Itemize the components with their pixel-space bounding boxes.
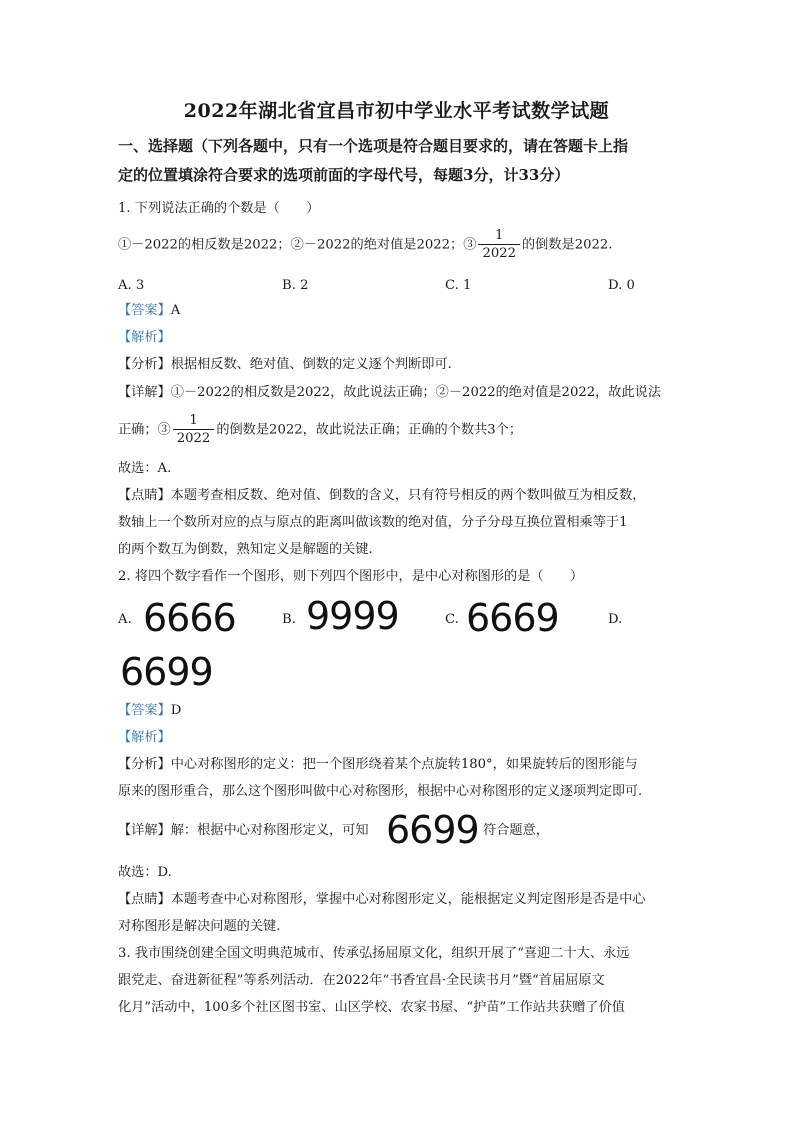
fenxi-text: 中心对称图形的定义：把一个图形绕着某个点旋转180°，如果旋转后的图形能与 [170, 757, 638, 772]
q2-option-c-letter: C. [445, 612, 459, 627]
dianjing-text: 本题考查相反数、绝对值、倒数的含义，只有符号相反的两个数叫做互为相反数， [170, 488, 646, 503]
fenxi-tag: 【分析】 [118, 357, 171, 372]
q1-statement-pre: ①－2022的相反数是2022；②－2022的绝对值是2022；③ [118, 237, 477, 253]
dianjing-tag: 【点睛】 [118, 488, 171, 503]
q2-fenxi-line-1 [118, 756, 638, 774]
q2-option-d-figure: 6699 [120, 650, 213, 694]
fenxi-text: 根据相反数、绝对值、倒数的定义逐个判断即可. [170, 357, 452, 372]
xiangjie-text: 解：根据中心对称图形定义，可知 [170, 823, 369, 838]
fraction-denominator: 2022 [176, 431, 211, 446]
answer-tag: 【答案】 [118, 303, 171, 318]
answer-tag: 【答案】 [118, 703, 171, 718]
q2-option-a-letter: A. [118, 612, 132, 627]
q2-stem: 2. 将四个数字看作一个图形，则下列四个图形中，是中心对称图形的是（ ） [118, 569, 584, 584]
q1-dianjing-line-3: 的两个数互为倒数，熟知定义是解题的关键. [118, 542, 373, 557]
q2-analysis-tag: 【解析】 [118, 730, 171, 745]
q2-xiangjie-figure: 6699 [386, 808, 479, 852]
xiangjie-2-post: 的倒数是2022，故此说法正确；正确的个数共3个； [216, 422, 523, 438]
q1-answer [118, 302, 180, 320]
dianjing-tag: 【点睛】 [118, 892, 171, 907]
q2-dianjing-line-2: 对称图形是解决问题的关键. [118, 919, 281, 934]
q1-statement [118, 228, 613, 262]
xiangjie-tag: 【详解】 [118, 385, 171, 400]
q1-option-c: C. 1 [445, 278, 472, 293]
fenxi-tag: 【分析】 [118, 757, 171, 772]
q2-xiangjie-post: 符合题意， [483, 823, 549, 838]
q1-stem: 1. 下列说法正确的个数是（ ） [118, 201, 320, 216]
q1-fenxi [118, 356, 452, 374]
q1-statement-post: 的倒数是2022. [522, 237, 613, 253]
q2-option-d-letter: D. [608, 612, 623, 627]
q2-xiangjie-pre [118, 822, 369, 840]
q3-line-3: 化月”活动中，100多个社区图书室、山区学校、农家书屋、“护苗”工作站共获赠了价值 [118, 1000, 625, 1015]
q1-xiangjie-line-1 [118, 384, 661, 402]
q2-fenxi-line-2: 原来的图形重合，那么这个图形叫做中心对称图形，根据中心对称图形的定义逐项判定即可. [118, 784, 643, 799]
q1-option-b: B. 2 [282, 278, 309, 293]
q1-option-a: A. 3 [118, 278, 145, 293]
xiangjie-tag: 【详解】 [118, 823, 171, 838]
q1-choose: 故选：A. [118, 461, 172, 476]
q1-xiangjie-line-2 [118, 413, 522, 447]
page-title: 2022年湖北省宜昌市初中学业水平考试数学试题 [183, 100, 610, 122]
q1-dianjing-line-2: 数轴上一个数所对应的点与原点的距离叫做该数的绝对值，分子分母互换位置相乘等于1 [118, 515, 628, 530]
q2-option-c-figure: 6669 [466, 596, 559, 640]
section-heading-line-1: 一、选择题（下列各题中，只有一个选项是符合题目要求的，请在答题卡上指 [118, 137, 629, 155]
fraction-denominator: 2022 [482, 246, 516, 261]
q2-dianjing-line-1 [118, 891, 646, 909]
q1-analysis-tag: 【解析】 [118, 330, 171, 345]
answer-value: D [170, 703, 182, 718]
xiangjie-text: ①－2022的相反数是2022，故此说法正确；②－2022的绝对值是2022，故此说法 [170, 385, 662, 400]
answer-value: A [170, 303, 181, 318]
fraction-numerator: 1 [478, 228, 520, 245]
q1-option-d: D. 0 [608, 278, 635, 293]
q2-choose: 故选：D. [118, 865, 172, 880]
section-heading-line-2: 定的位置填涂符合要求的选项前面的字母代号，每题3分，计33分） [118, 166, 570, 184]
q1-xiangjie-fraction [173, 413, 215, 447]
q1-dianjing-line-1 [118, 487, 646, 505]
fraction-numerator: 1 [173, 413, 215, 430]
q2-option-b-letter: B. [282, 612, 296, 627]
dianjing-text: 本题考查中心对称图形，掌握中心对称图形定义，能根据定义判定图形是否是中心 [170, 892, 646, 907]
q2-answer [118, 702, 181, 720]
xiangjie-2-pre: 正确；③ [118, 422, 171, 438]
q2-option-a-figure: 6666 [143, 596, 236, 640]
q1-fraction [478, 228, 520, 262]
q2-option-b-figure: 9999 [306, 594, 399, 638]
q3-line-2: 跟党走、奋进新征程”等系列活动．在2022年“书香宜昌·全民读书月”暨“首届屈原文 [118, 973, 605, 988]
q3-line-1: 3. 我市围绕创建全国文明典范城市、传承弘扬屈原文化，组织开展了“喜迎二十大、永远 [118, 946, 630, 961]
